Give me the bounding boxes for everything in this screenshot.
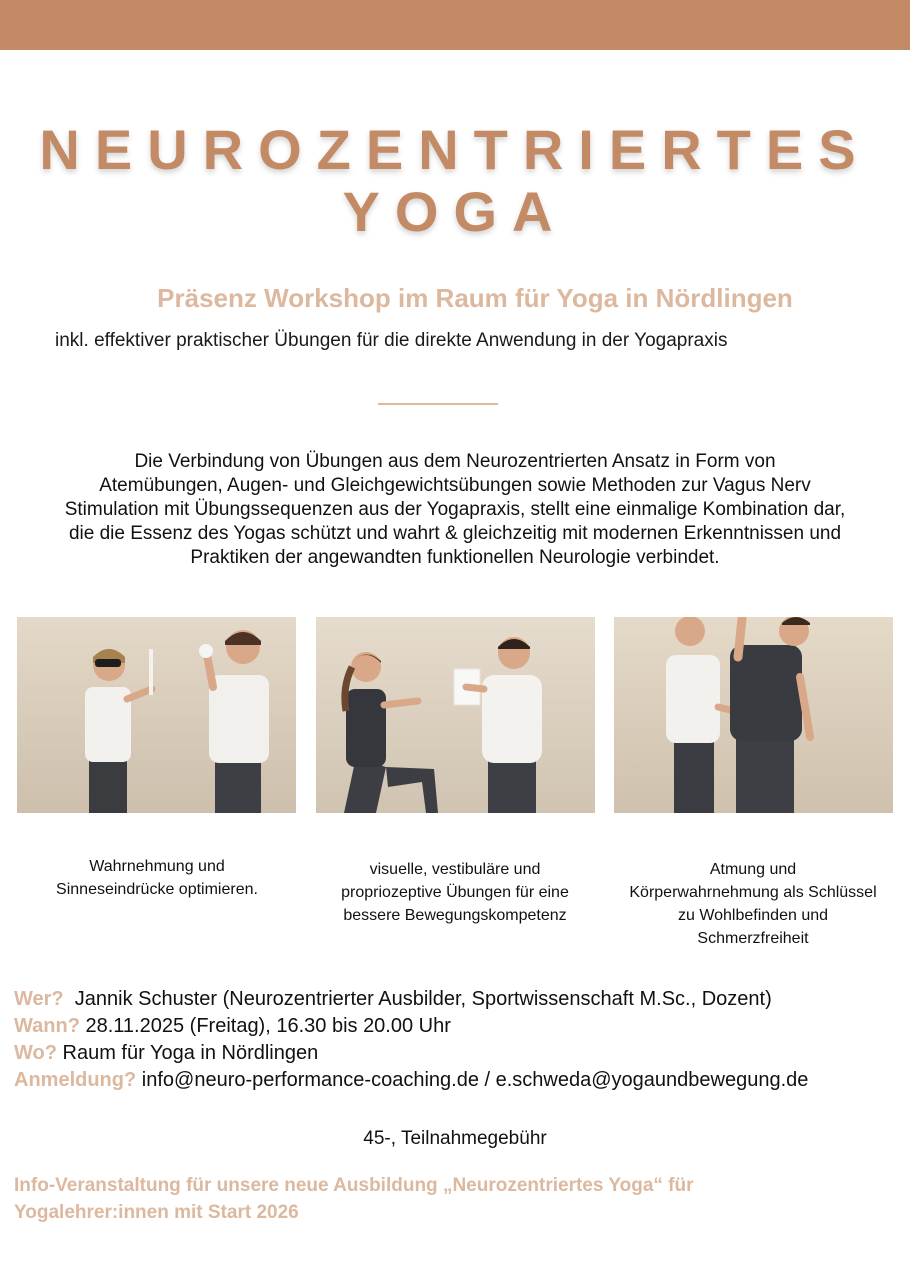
page-title-line1: NEUROZENTRIERTES — [39, 118, 871, 181]
intro-paragraph — [20, 450, 890, 570]
footer-note — [14, 1172, 774, 1226]
participation-fee: 45-, Teilnahmegebühr — [363, 1128, 547, 1149]
photo-caption-vestibular — [310, 858, 600, 927]
detail-label: Wann? — [14, 1015, 80, 1037]
caption-line: Körperwahrnehmung als Schlüssel — [629, 884, 877, 901]
intro-line: Atemübungen, Augen- und Gleichgewichtsübungen sowie Methoden zur Vagus Nerv — [99, 475, 811, 496]
caption-line: Atmung und — [709, 861, 797, 878]
detail-label: Anmeldung? — [14, 1069, 137, 1091]
caption-line: Wahrnehmung und — [89, 858, 225, 875]
registration-emails[interactable]: info@neuro-performance-coaching.de / e.schweda@yogaundbewegung.de — [141, 1069, 809, 1091]
caption-line: visuelle, vestibuläre und — [369, 861, 541, 878]
detail-label: Wer? — [14, 988, 64, 1010]
top-color-bar — [0, 0, 910, 50]
exercise-photo-vestibular — [316, 617, 595, 813]
intro-line: Die Verbindung von Übungen aus dem Neurozentrierten Ansatz in Form von — [134, 451, 776, 472]
photo-caption-perception — [12, 855, 302, 901]
exercise-photo-breathing — [614, 617, 893, 813]
footer-line: Yogalehrer:innen mit Start 2026 — [14, 1202, 299, 1223]
exercise-photo-perception — [17, 617, 296, 813]
caption-line: bessere Bewegungskompetenz — [343, 907, 567, 924]
section-divider — [378, 403, 498, 405]
caption-line: propriozeptive Übungen für eine — [341, 884, 569, 901]
detail-value: Raum für Yoga in Nördlingen — [62, 1042, 319, 1064]
workshop-subtitle: Präsenz Workshop im Raum für Yoga in Nördlingen — [157, 283, 793, 313]
detail-when — [14, 1013, 451, 1040]
caption-line: zu Wohlbefinden und — [677, 907, 829, 924]
photo-caption-breathing — [608, 858, 898, 950]
footer-line: Info-Veranstaltung für unsere neue Ausbildung „Neurozentriertes Yoga“ für — [14, 1175, 694, 1196]
detail-registration — [14, 1067, 808, 1094]
workshop-subline: inkl. effektiver praktischer Übungen für die direkte Anwendung in der Yogapraxis — [55, 330, 728, 351]
detail-label: Wo? — [14, 1042, 57, 1064]
detail-who — [14, 986, 772, 1013]
intro-line: die die Essenz des Yogas schützt und wahrt & gleichzeitig mit modernen Erkenntnissen und — [68, 523, 842, 544]
caption-line: Sinneseindrücke optimieren. — [56, 881, 258, 898]
caption-line: Schmerzfreiheit — [697, 930, 809, 947]
intro-line: Stimulation mit Übungssequenzen aus der Yogapraxis, stellt eine einmalige Kombination dar, — [64, 499, 846, 520]
intro-line: Praktiken der angewandten funktionellen Neurologie verbindet. — [190, 547, 720, 568]
detail-value: 28.11.2025 (Freitag), 16.30 bis 20.00 Uhr — [85, 1015, 451, 1037]
page-title-line2: YOGA — [342, 180, 568, 243]
detail-where — [14, 1040, 318, 1067]
detail-value: Jannik Schuster (Neurozentrierter Ausbilder, Sportwissenschaft M.Sc., Dozent) — [74, 988, 772, 1010]
